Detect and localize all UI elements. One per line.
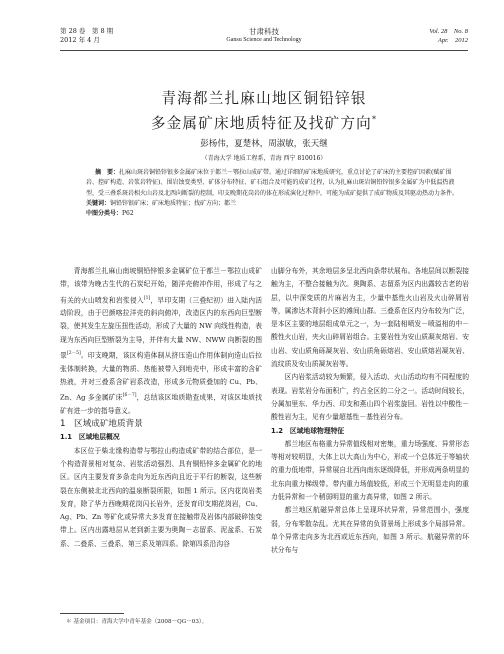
citation: [6－7] bbox=[122, 393, 137, 399]
intro-text-1: 青海都兰扎麻山南坡铜铅锌银多金属矿位于都兰－鄂拉山成矿带，该带为晚古生代的石炭纪开始，随洋壳俯冲作用，形成了与之有关的火山喷发和岩浆侵入 bbox=[60, 267, 262, 304]
abstract-block bbox=[86, 168, 460, 219]
right-column bbox=[271, 265, 469, 558]
abstract-label: 摘 要： bbox=[95, 169, 120, 176]
date-cn: 2012 年 4 月 bbox=[60, 36, 100, 44]
date-en: Apr. 2012 bbox=[437, 37, 468, 44]
intro-text-4: ，总结该区地质勘查成果，对该区地质找矿有进一步的指导意义。 bbox=[60, 393, 262, 415]
journal-name bbox=[60, 27, 468, 45]
clc-label: 中图分类号： bbox=[86, 210, 123, 218]
subsection-heading-1-1: 1.1 区域地层概况 bbox=[60, 433, 120, 442]
paper-title bbox=[60, 88, 468, 134]
intro-text-3: 。印支晚期，该区构造体制从挤压造山作用体制向造山后拉张体制转换，大量的物质、热能被带入到地壳中，形成丰富的含矿热液，并对三叠系含矿岩系改造，形成多元物质叠加的 Cu、Pb、Zn、Ag 多金属矿床 bbox=[60, 351, 263, 402]
funding-footnote: ＊ 基金项目：青海大学中青年基金（2008－QG－03）。 bbox=[66, 619, 208, 625]
citation: [1] bbox=[143, 295, 151, 301]
classification bbox=[86, 209, 460, 219]
affiliation: （青海大学 地质工程系，青海 西宁 810016） bbox=[201, 155, 327, 162]
magmatism-paragraph: 区内岩浆活动较为频繁，侵入活动、火山活动均有不同程度的表现。岩浆岩分布面积广，约占全区的二分之一。活动时间较长，分属加里东、华力西、印支和燕山四个岩浆旋回。岩性以中酸性－酸性岩为主，见有少量超基性－基性岩分布。 bbox=[271, 373, 469, 422]
left-column bbox=[60, 265, 262, 551]
volume-info-en bbox=[429, 27, 468, 45]
running-header bbox=[60, 26, 468, 51]
title-line-1: 青海都兰扎麻山地区铜铅锌银 bbox=[161, 90, 367, 107]
keywords-text: 铜铅锌银矿床；矿床地质特征；找矿方向；都兰 bbox=[110, 199, 237, 207]
title-line-2: 多金属矿床地质特征及找矿方向 bbox=[150, 114, 372, 132]
author-list: 彭杨伟，夏楚林，周淑敏，张天继 bbox=[200, 139, 328, 149]
abstract-text: 扎麻山斑岩铜铅锌银多金属矿床位于都兰－鄂拉山成矿带。通过详细的矿床地质研究，重点讨论了矿床的主要控矿因素(赋矿围岩、控矿构造、岩浆岩特征)、围岩蚀变类型、矿体分布特征、矿石组合及可能的成矿过程，认为扎麻山斑岩铜铅锌银多金属矿为中低温热液型，受三叠系斑岩相火山岩及北西向断裂的控制，印支晚期花岗岩的体在形成演化过程中，可能为成矿提供了成矿物质及其驱动热动力条件。 bbox=[86, 169, 459, 197]
journal-name-cn: 甘肃科技 bbox=[249, 27, 279, 36]
clc-number: P62 bbox=[122, 210, 134, 218]
section-heading-1: 1 区域成矿地质背景 bbox=[60, 419, 143, 430]
journal-name-en: Gansu Science and Technology bbox=[226, 37, 302, 43]
title-line-2-wrap bbox=[60, 109, 468, 134]
intro-paragraph bbox=[60, 265, 262, 418]
strata-continued-paragraph: 山脚分布外，其余地层多呈北西向条带状展布。各地层间以断裂接触为主，不整合接触为次。奥陶系、志留系为区内出露较古老的岩层，以中深变质的片麻岩为主，少量中基性火山岩及火山碎屑岩等，属渗达木背斜小区的滩间山群。三叠系在区内分布较为广泛，是本区主要的地层组成单元之一，为一套陆相喷发－喷溢相的中－酸性火山岩，夹火山碎屑岩组合。主要岩性为安山质凝灰熔岩、安山岩、安山质角砾凝灰岩、安山质角砾熔岩、安山质熔岩凝灰岩、流纹质及安山质凝灰岩等。 bbox=[271, 267, 469, 369]
intro-text-2: ，早印支期（三叠纪初）进入陆内活动阶段，由于巴颜喀拉洋壳的斜向俯冲，改造区内的东西向巨型断裂，使其发生左旋压扭性活动，形成了大量的 NW 向线性构造，表现为东西向巨型断裂为主导，并伴有大量 NW、NWW 向断裂的图景 bbox=[60, 295, 263, 360]
aeromagnetic-paragraph: 都兰地区航磁异常总体上呈现环状异常，异常范围小，强度弱，分布零散杂乱。尤其在异常的负背景场上形成多个局部异常。单个异常走向多为北西或近东西向，如图 3 所示。航磁异常的环状分布与 bbox=[271, 506, 469, 555]
funding-mark: * bbox=[371, 115, 378, 124]
footnote-divider bbox=[60, 613, 124, 614]
abstract bbox=[86, 168, 460, 199]
subsection-heading-1-2: 1.2 区域地球物理特征 bbox=[271, 426, 345, 435]
keywords-label: 关键词： bbox=[86, 199, 111, 207]
volume-issue-en: Vol. 28 No. 8 bbox=[429, 28, 468, 35]
citation: [2－5] bbox=[66, 351, 81, 357]
keywords bbox=[86, 199, 460, 209]
volume-issue-cn: 第 28 卷 第 8 期 bbox=[60, 27, 114, 35]
strata-paragraph: 本区位于柴北缘构造带与鄂拉山构造成矿带的结合部位，是一个构造背景相对复杂、岩浆活动强烈、具有铜铅锌多金属矿化的地区。区内主要发育多条走向为近东西向且近于平行的断裂，这些断裂在东侧被北北西向的温泉断裂所限，如图 1 所示。区内花岗岩类发育，除了华力西晚期花岗闪长岩外，还发育印支期花岗岩，Cu、Ag、Pb、Zn 等矿化或异常大多发育在接触带及岩体内部破碎蚀变带上。区内出露地层从老到新主要为奥陶－志留系、泥盆系、石炭系、二叠系、三叠系、第三系及第四系。除第四系沿沟谷 bbox=[60, 446, 262, 548]
gravity-paragraph: 都兰地区布格重力异常值线相对密集，重力场强度、异常形态等相对较明显，大体上以大高山为中心，形成一个总体近于等轴状的重力低地带，异常展自北西向南东逐级降低，并形成两条明显的北东向重力梯级带。带内重力场值较低，形成三个无明显走向的重力低异常和一个稍弱明显的重力高异常，如图 2 所示。 bbox=[271, 439, 469, 502]
